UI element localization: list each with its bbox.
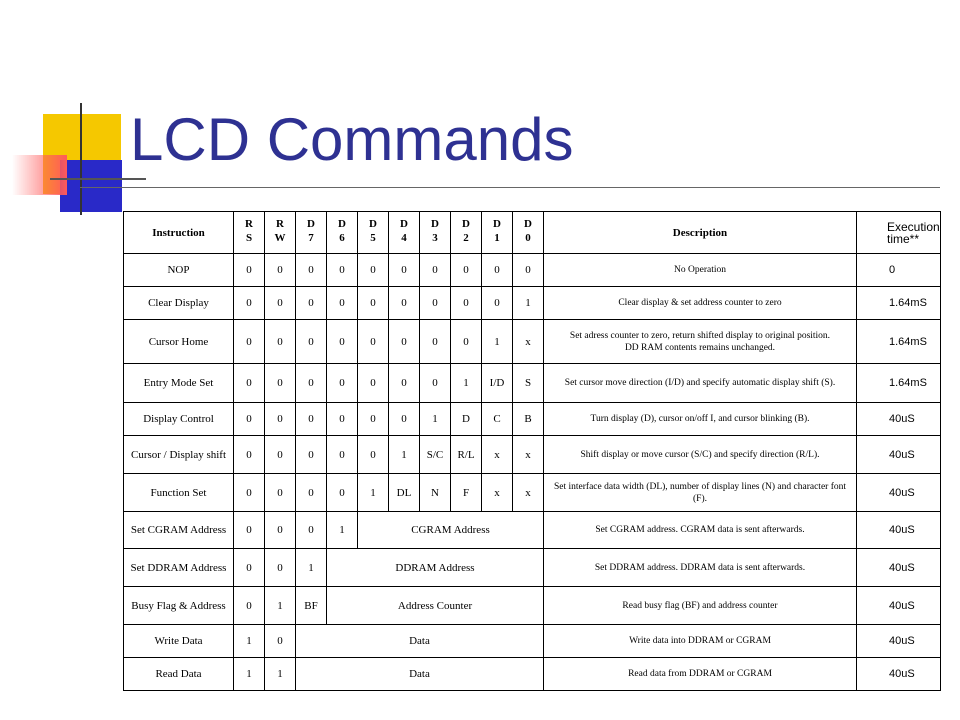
description-cell: Turn display (D), cursor on/off I, and cursor blinking (B). — [544, 403, 857, 436]
bit-cell: 0 — [296, 364, 327, 403]
instruction-cell: Clear Display — [124, 287, 234, 320]
description-cell: Read busy flag (BF) and address counter — [544, 587, 857, 625]
execution-cell: 40uS — [857, 658, 941, 691]
bit-cell: C — [482, 403, 513, 436]
bit-cell: 0 — [234, 364, 265, 403]
bit-cell: 1 — [420, 403, 451, 436]
bit-cell: 1 — [265, 587, 296, 625]
bit-cell: BF — [296, 587, 327, 625]
execution-cell: 1.64mS — [857, 364, 941, 403]
instruction-cell: Set CGRAM Address — [124, 512, 234, 549]
bit-cell: 0 — [234, 320, 265, 364]
table-row — [124, 625, 941, 658]
description-cell: Clear display & set address counter to zero — [544, 287, 857, 320]
bit-cell: 1 — [327, 512, 358, 549]
bit-cell: 0 — [296, 403, 327, 436]
bit-cell: D — [451, 403, 482, 436]
execution-cell: 40uS — [857, 587, 941, 625]
bit-cell: 0 — [265, 254, 296, 287]
header-bit: D 5 — [358, 212, 389, 254]
bit-cell: 1 — [234, 625, 265, 658]
header-bit: D 3 — [420, 212, 451, 254]
bit-cell: 0 — [327, 403, 358, 436]
bit-cell: 0 — [358, 403, 389, 436]
table-row — [124, 320, 941, 364]
description-cell: Shift display or move cursor (S/C) and specify direction (R/L). — [544, 436, 857, 474]
bit-cell: 0 — [420, 287, 451, 320]
bit-cell: 0 — [234, 512, 265, 549]
bit-cell: DL — [389, 474, 420, 512]
slide-title: LCD Commands — [130, 106, 574, 173]
instruction-cell: Function Set — [124, 474, 234, 512]
bit-cell: 0 — [234, 254, 265, 287]
instruction-cell: Set DDRAM Address — [124, 549, 234, 587]
bit-cell: S/C — [420, 436, 451, 474]
execution-cell: 40uS — [857, 436, 941, 474]
bit-cell: 0 — [327, 364, 358, 403]
decor-vertical-line — [80, 103, 82, 215]
instruction-cell: Cursor / Display shift — [124, 436, 234, 474]
address-span-cell: DDRAM Address — [327, 549, 544, 587]
title-underline — [80, 187, 940, 188]
bit-cell: 0 — [358, 320, 389, 364]
bit-cell: 1 — [234, 658, 265, 691]
execution-cell: 40uS — [857, 403, 941, 436]
table-header-row — [124, 212, 941, 254]
data-span-cell: Data — [296, 658, 544, 691]
execution-cell: 40uS — [857, 474, 941, 512]
bit-cell: N — [420, 474, 451, 512]
bit-cell: 0 — [234, 587, 265, 625]
address-span-cell: CGRAM Address — [358, 512, 544, 549]
bit-cell: R/L — [451, 436, 482, 474]
bit-cell: 1 — [296, 549, 327, 587]
description-cell: Write data into DDRAM or CGRAM — [544, 625, 857, 658]
bit-cell: 0 — [234, 549, 265, 587]
bit-cell: S — [513, 364, 544, 403]
bit-cell: B — [513, 403, 544, 436]
bit-cell: x — [513, 320, 544, 364]
bit-cell: 0 — [296, 512, 327, 549]
table-row — [124, 287, 941, 320]
instruction-cell: Entry Mode Set — [124, 364, 234, 403]
description-cell: No Operation — [544, 254, 857, 287]
bit-cell: 0 — [296, 436, 327, 474]
header-bit: R S — [234, 212, 265, 254]
bit-cell: 0 — [451, 254, 482, 287]
execution-cell: 1.64mS — [857, 320, 941, 364]
bit-cell: 0 — [389, 320, 420, 364]
bit-cell: 0 — [265, 474, 296, 512]
table-row — [124, 364, 941, 403]
header-execution: Execution time** — [857, 212, 941, 254]
description-cell: Set DDRAM address. DDRAM data is sent afterwards. — [544, 549, 857, 587]
bit-cell: 0 — [296, 254, 327, 287]
bit-cell: 0 — [420, 254, 451, 287]
decor-blue-square — [60, 160, 122, 212]
bit-cell: 0 — [265, 364, 296, 403]
header-bit: D 7 — [296, 212, 327, 254]
bit-cell: I/D — [482, 364, 513, 403]
bit-cell: x — [513, 436, 544, 474]
instruction-cell: Cursor Home — [124, 320, 234, 364]
bit-cell: 0 — [358, 436, 389, 474]
bit-cell: 0 — [265, 287, 296, 320]
instruction-cell: Write Data — [124, 625, 234, 658]
instruction-cell: Read Data — [124, 658, 234, 691]
bit-cell: 0 — [420, 364, 451, 403]
bit-cell: 1 — [265, 658, 296, 691]
bit-cell: 0 — [389, 287, 420, 320]
bit-cell: 0 — [327, 436, 358, 474]
bit-cell: 0 — [296, 320, 327, 364]
bit-cell: 0 — [451, 287, 482, 320]
bit-cell: 0 — [420, 320, 451, 364]
header-bit: D 0 — [513, 212, 544, 254]
bit-cell: 0 — [358, 254, 389, 287]
execution-cell: 40uS — [857, 512, 941, 549]
header-bit: D 6 — [327, 212, 358, 254]
table-row — [124, 587, 941, 625]
instruction-cell: Busy Flag & Address — [124, 587, 234, 625]
address-span-cell: Address Counter — [327, 587, 544, 625]
bit-cell: x — [482, 474, 513, 512]
bit-cell: x — [482, 436, 513, 474]
description-cell: Set cursor move direction (I/D) and specify automatic display shift (S). — [544, 364, 857, 403]
bit-cell: 1 — [482, 320, 513, 364]
header-bit: D 1 — [482, 212, 513, 254]
table-row — [124, 658, 941, 691]
bit-cell: 0 — [389, 254, 420, 287]
bit-cell: 0 — [265, 403, 296, 436]
bit-cell: 0 — [265, 549, 296, 587]
bit-cell: 0 — [482, 287, 513, 320]
description-cell: Set interface data width (DL), number of display lines (N) and character font (F). — [544, 474, 857, 512]
instruction-cell: NOP — [124, 254, 234, 287]
bit-cell: 1 — [451, 364, 482, 403]
execution-cell: 0 — [857, 254, 941, 287]
bit-cell: 1 — [513, 287, 544, 320]
table-row — [124, 474, 941, 512]
description-cell: Set CGRAM address. CGRAM data is sent afterwards. — [544, 512, 857, 549]
table-row — [124, 254, 941, 287]
bit-cell: 1 — [389, 436, 420, 474]
bit-cell: 0 — [265, 625, 296, 658]
bit-cell: F — [451, 474, 482, 512]
bit-cell: 0 — [327, 287, 358, 320]
description-cell: Read data from DDRAM or CGRAM — [544, 658, 857, 691]
header-bit: R W — [265, 212, 296, 254]
execution-cell: 40uS — [857, 625, 941, 658]
bit-cell: 0 — [358, 287, 389, 320]
instruction-cell: Display Control — [124, 403, 234, 436]
table-row — [124, 549, 941, 587]
header-bit: D 2 — [451, 212, 482, 254]
bit-cell: 0 — [265, 320, 296, 364]
bit-cell: 0 — [389, 403, 420, 436]
bit-cell: 0 — [327, 474, 358, 512]
bit-cell: 0 — [327, 320, 358, 364]
bit-cell: 0 — [389, 364, 420, 403]
bit-cell: 0 — [265, 436, 296, 474]
description-cell: Set adress counter to zero, return shifted display to original position. DD RAM contents remains unchanged. — [544, 320, 857, 364]
table-row — [124, 512, 941, 549]
bit-cell: 0 — [513, 254, 544, 287]
lcd-commands-table — [123, 211, 941, 691]
bit-cell: 0 — [358, 364, 389, 403]
data-span-cell: Data — [296, 625, 544, 658]
header-instruction: Instruction — [124, 212, 234, 254]
bit-cell: 0 — [482, 254, 513, 287]
bit-cell: x — [513, 474, 544, 512]
bit-cell: 0 — [234, 403, 265, 436]
bit-cell: 0 — [234, 474, 265, 512]
bit-cell: 0 — [265, 512, 296, 549]
bit-cell: 1 — [358, 474, 389, 512]
bit-cell: 0 — [327, 254, 358, 287]
bit-cell: 0 — [234, 436, 265, 474]
bit-cell: 0 — [234, 287, 265, 320]
bit-cell: 0 — [296, 287, 327, 320]
decor-red-gradient — [12, 155, 67, 195]
header-description: Description — [544, 212, 857, 254]
header-bit: D 4 — [389, 212, 420, 254]
execution-cell: 1.64mS — [857, 287, 941, 320]
table-row — [124, 403, 941, 436]
execution-cell: 40uS — [857, 549, 941, 587]
bit-cell: 0 — [451, 320, 482, 364]
table-row — [124, 436, 941, 474]
bit-cell: 0 — [296, 474, 327, 512]
